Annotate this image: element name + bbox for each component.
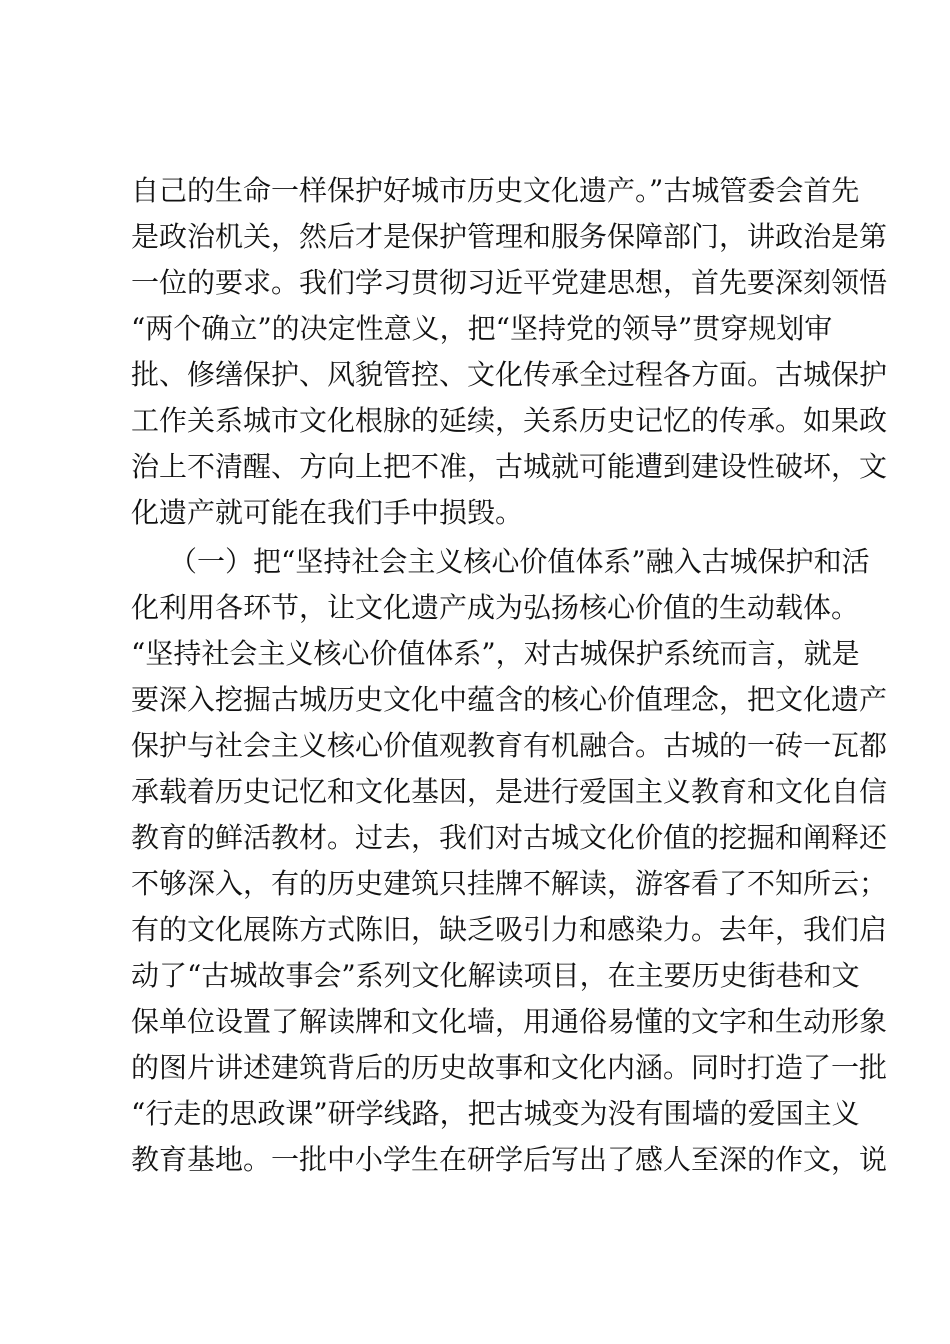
text-line: 有的文化展陈方式陈旧，缺乏吸引力和感染力。去年，我们启 [131,913,888,946]
text-line: 动了“古城故事会”系列文化解读项目，在主要历史街巷和文 [131,959,860,992]
text-line: 工作关系城市文化根脉的延续，关系历史记忆的传承。如果政 [131,404,888,437]
text-line: 保护与社会主义核心价值观教育有机融合。古城的一砖一瓦都 [131,729,888,762]
text-line: 教育的鲜活教材。过去，我们对古城文化价值的挖掘和阐释还 [131,821,888,854]
text-line: 要深入挖掘古城历史文化中蕴含的核心价值理念，把文化遗产 [131,683,888,716]
text-line: “坚持社会主义核心价值体系”，对古城保护系统而言，就是 [131,637,860,670]
text-line: 批、修缮保护、风貌管控、文化传承全过程各方面。古城保护 [131,358,888,391]
text-line: 的图片讲述建筑背后的历史故事和文化内涵。同时打造了一批 [131,1051,888,1084]
text-line: 不够深入，有的历史建筑只挂牌不解读，游客看了不知所云； [131,867,888,900]
text-line: 教育基地。一批中小学生在研学后写出了感人至深的作文，说 [131,1143,888,1176]
text-line: 治上不清醒、方向上把不准，古城就可能遭到建设性破坏，文 [131,450,888,483]
text-line: “两个确立”的决定性意义，把“坚持党的领导”贯穿规划审 [131,312,833,345]
section-heading-line: 化利用各环节，让文化遗产成为弘扬核心价值的生动载体。 [131,591,860,624]
text-line: 化遗产就可能在我们手中损毁。 [131,496,524,529]
text-line: 自己的生命一样保护好城市历史文化遗产。”古城管委会首先 [131,174,860,207]
text-line: “行走的思政课”研学线路，把古城变为没有围墙的爱国主义 [131,1097,860,1130]
paragraph-core-values [131,539,888,1183]
paragraph-political-priority [131,168,888,536]
section-heading-line: （一）把“坚持社会主义核心价值体系”融入古城保护和活 [169,545,870,578]
text-line: 一位的要求。我们学习贯彻习近平党建思想，首先要深刻领悟 [131,266,888,299]
text-line: 是政治机关，然后才是保护管理和服务保障部门，讲政治是第 [131,220,888,253]
text-line: 保单位设置了解读牌和文化墙，用通俗易懂的文字和生动形象 [131,1005,888,1038]
text-line: 承载着历史记忆和文化基因，是进行爱国主义教育和文化自信 [131,775,888,808]
